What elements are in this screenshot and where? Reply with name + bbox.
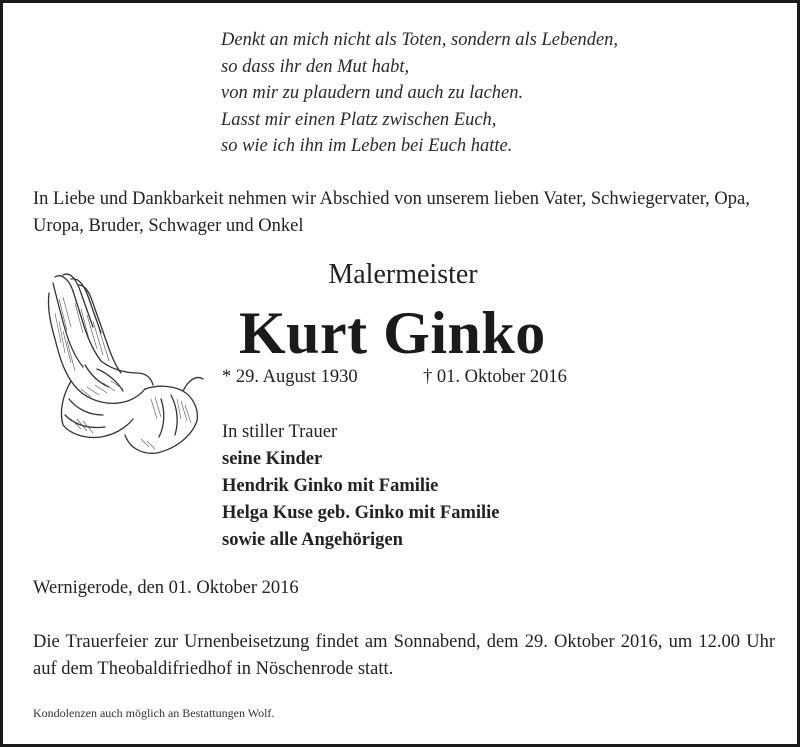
place-and-date: Wernigerode, den 01. Oktober 2016 bbox=[33, 578, 299, 598]
poem-line: von mir zu plaudern und auch zu lachen. bbox=[221, 83, 524, 103]
poem bbox=[221, 27, 618, 160]
mourner-line: seine Kinder bbox=[222, 449, 323, 469]
mourner-line: sowie alle Angehörigen bbox=[222, 530, 403, 550]
death-date: † 01. Oktober 2016 bbox=[423, 367, 567, 387]
occupation-title bbox=[3, 259, 800, 291]
mourning-phrase: In stiller Trauer bbox=[222, 422, 338, 442]
mourner-line: Hendrik Ginko mit Familie bbox=[222, 476, 439, 496]
praying-hands-icon bbox=[41, 269, 207, 465]
birth-date: * 29. August 1930 bbox=[222, 367, 358, 387]
poem-line: so dass ihr den Mut habt, bbox=[221, 56, 410, 77]
poem-line: so wie ich ihn im Leben bei Euch hatte. bbox=[221, 136, 513, 156]
condolences-note: Kondolenzen auch möglich an Bestattungen Wolf. bbox=[33, 706, 275, 720]
farewell-intro: In Liebe und Dankbarkeit nehmen wir Abschied von unserem lieben Vater, Schwiegervater, Opa, Uropa, Bruder, Schwager und Onkel bbox=[33, 189, 750, 236]
mourners-block bbox=[222, 419, 500, 554]
deceased-name: Kurt Ginko bbox=[239, 300, 546, 366]
poem-line: Lasst mir einen Platz zwischen Euch, bbox=[221, 109, 497, 130]
mourner-line: Helga Kuse geb. Ginko mit Familie bbox=[222, 503, 500, 523]
poem-line: Denkt an mich nicht als Toten, sondern als Lebenden, bbox=[221, 30, 619, 50]
occupation-label: Malermeister bbox=[328, 259, 478, 290]
ceremony-info: Die Trauerfeier zur Urnenbeisetzung findet am Sonnabend, dem 29. Oktober 2016, um 12.00 Uhr auf dem Theobaldifriedhof in Nöschenrode statt. bbox=[33, 632, 775, 679]
